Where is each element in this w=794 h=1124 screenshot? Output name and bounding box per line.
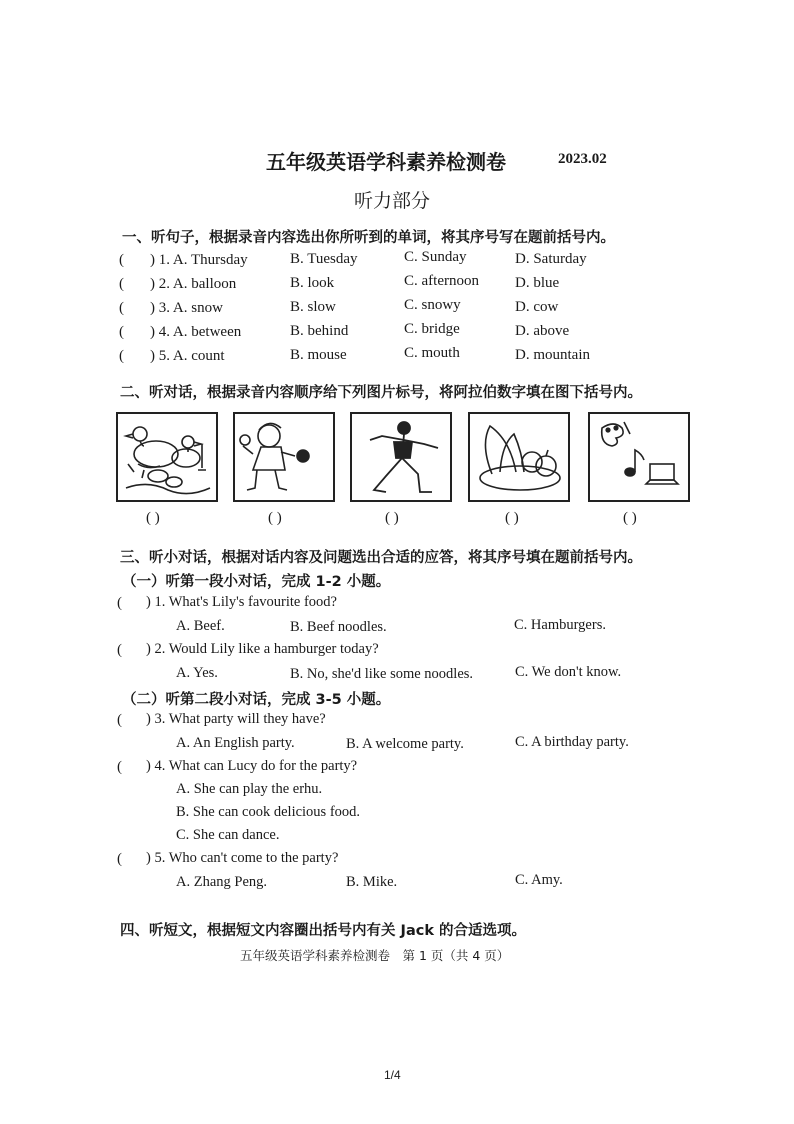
question-option-b: B. slow bbox=[290, 299, 336, 315]
answer-option-a: A. She can play the erhu. bbox=[176, 781, 323, 797]
tai-chi-picture bbox=[350, 412, 452, 502]
question-option-b: B. mouse bbox=[290, 347, 347, 363]
answer-option-a: A. Yes. bbox=[176, 665, 218, 681]
answer-option-c: C. Hamburgers. bbox=[514, 617, 606, 633]
picture-blank[interactable]: ( ) bbox=[623, 510, 637, 526]
answer-option-b: B. Beef noodles. bbox=[290, 619, 387, 635]
section3-part2-heading: （二）听第二段小对话，完成 3-5 小题。 bbox=[122, 692, 391, 708]
ducks-icon bbox=[118, 414, 216, 500]
answer-paren: ( bbox=[117, 595, 122, 611]
answer-paren: ( bbox=[119, 252, 124, 268]
answer-option-c: C. She can dance. bbox=[176, 827, 280, 843]
question-option-b: B. behind bbox=[290, 323, 349, 339]
question-option-c: C. mouth bbox=[404, 345, 460, 361]
answer-paren: ( bbox=[117, 642, 122, 658]
question-stem: ) 3. What party will they have? bbox=[146, 711, 326, 727]
question-option-d: D. cow bbox=[515, 299, 559, 315]
question-stem: ) 5. Who can't come to the party? bbox=[146, 850, 339, 866]
fruit-plate-picture bbox=[468, 412, 570, 502]
music-computer-picture bbox=[588, 412, 690, 502]
exam-title: 五年级英语学科素养检测卷 bbox=[266, 150, 506, 174]
question-option-a: ) 3. A. snow bbox=[150, 300, 223, 316]
ping-pong-boy-picture bbox=[233, 412, 335, 502]
page-indicator: 1/4 bbox=[384, 1068, 401, 1082]
answer-paren: ( bbox=[117, 759, 122, 775]
question-stem: ) 1. What's Lily's favourite food? bbox=[146, 594, 337, 610]
answer-option-a: A. Beef. bbox=[176, 618, 225, 634]
answer-option-b: B. She can cook delicious food. bbox=[176, 804, 361, 820]
answer-paren: ( bbox=[117, 851, 122, 867]
answer-paren: ( bbox=[119, 348, 124, 364]
picture-blank[interactable]: ( ) bbox=[505, 510, 519, 526]
question-option-c: C. afternoon bbox=[404, 273, 479, 289]
exam-date: 2023.02 bbox=[558, 151, 607, 167]
answer-option-c: C. We don't know. bbox=[515, 664, 622, 680]
answer-option-c: C. Amy. bbox=[515, 872, 563, 888]
section-subtitle: 听力部分 bbox=[354, 190, 431, 212]
ping-pong-icon bbox=[235, 414, 333, 500]
page-footer: 五年级英语学科素养检测卷 第 1 页（共 4 页） bbox=[240, 948, 510, 963]
answer-paren: ( bbox=[119, 276, 124, 292]
ducks-picture bbox=[116, 412, 218, 502]
answer-option-a: A. An English party. bbox=[176, 735, 295, 751]
answer-option-c: C. A birthday party. bbox=[515, 734, 629, 750]
picture-blank[interactable]: ( ) bbox=[268, 510, 282, 526]
question-option-d: D. mountain bbox=[515, 347, 590, 363]
question-option-d: D. blue bbox=[515, 275, 560, 291]
section3-part1-heading: （一）听第一段小对话，完成 1-2 小题。 bbox=[122, 574, 391, 590]
question-option-c: C. snowy bbox=[404, 297, 461, 313]
fruit-plate-icon bbox=[470, 414, 568, 500]
question-option-d: D. Saturday bbox=[515, 251, 587, 267]
section1-heading: 一、听句子，根据录音内容选出你所听到的单词，将其序号写在题前括号内。 bbox=[122, 230, 615, 246]
tai-chi-icon bbox=[352, 414, 450, 500]
question-option-c: C. bridge bbox=[404, 321, 460, 337]
section2-heading: 二、听对话，根据录音内容顺序给下列图片标号，将阿拉伯数字填在图下括号内。 bbox=[120, 385, 642, 401]
question-option-a: ) 1. A. Thursday bbox=[150, 252, 248, 268]
picture-blank[interactable]: ( ) bbox=[385, 510, 399, 526]
question-option-b: B. look bbox=[290, 275, 335, 291]
answer-option-b: B. No, she'd like some noodles. bbox=[290, 666, 474, 682]
picture-blank[interactable]: ( ) bbox=[146, 510, 160, 526]
answer-paren: ( bbox=[117, 712, 122, 728]
question-stem: ) 2. Would Lily like a hamburger today? bbox=[146, 641, 379, 657]
question-option-b: B. Tuesday bbox=[290, 251, 358, 267]
section3-heading: 三、听小对话，根据对话内容及问题选出合适的应答，将其序号填在题前括号内。 bbox=[120, 550, 642, 566]
section4-heading: 四、听短文，根据短文内容圈出括号内有关 Jack 的合适选项。 bbox=[120, 923, 527, 939]
question-option-a: ) 2. A. balloon bbox=[150, 276, 237, 292]
question-option-a: ) 4. A. between bbox=[150, 324, 242, 340]
answer-option-b: B. A welcome party. bbox=[346, 736, 464, 752]
question-option-d: D. above bbox=[515, 323, 570, 339]
answer-paren: ( bbox=[119, 324, 124, 340]
question-stem: ) 4. What can Lucy do for the party? bbox=[146, 758, 358, 774]
question-option-a: ) 5. A. count bbox=[150, 348, 225, 364]
answer-option-b: B. Mike. bbox=[346, 874, 398, 890]
question-option-c: C. Sunday bbox=[404, 249, 467, 265]
answer-option-a: A. Zhang Peng. bbox=[176, 874, 268, 890]
music-computer-icon bbox=[590, 414, 688, 500]
answer-paren: ( bbox=[119, 300, 124, 316]
